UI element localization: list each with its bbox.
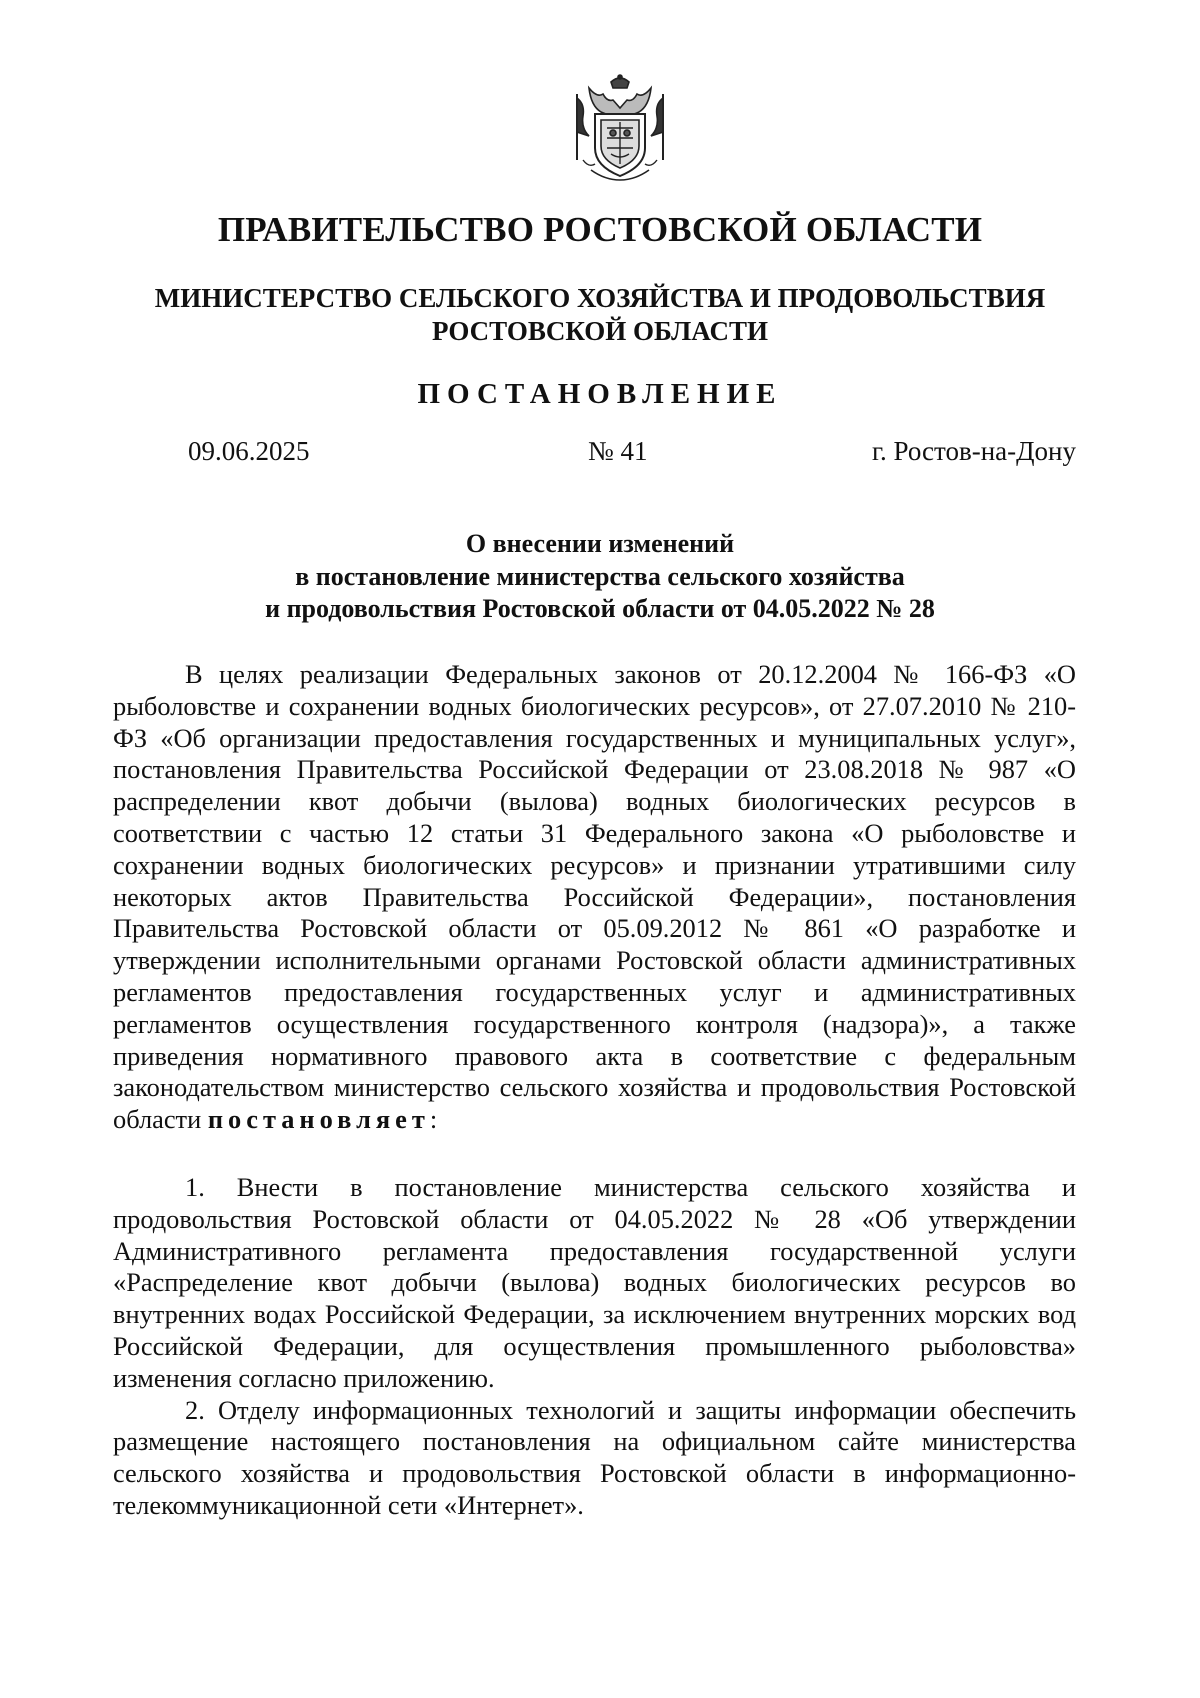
document-date: 09.06.2025 [188, 436, 310, 466]
document-type-heading: ПОСТАНОВЛЕНИЕ [417, 378, 783, 410]
decree-word: постановляет [207, 1104, 430, 1135]
document-subject [0, 528, 1200, 626]
decree-item-2: 2. Отделу информационных технологий и защиты информации обеспечить размещение настоящего постановления на официальном сайте министерства сельского хозяйства и продовольствия Ростовской области в информационно-телекоммуникационной сети «Интернет». [113, 1394, 1076, 1520]
decree-colon: : [429, 1104, 438, 1135]
ministry-title-line2: РОСТОВСКОЙ ОБЛАСТИ [432, 316, 768, 346]
coat-of-arms-emblem [567, 72, 673, 184]
preamble-text: В целях реализации Федеральных законов от 20.12.2004 № 166-ФЗ «О рыболовстве и сохранении водных биологических ресурсов», от 27.07.2010 № 210-ФЗ «Об организации предоставления государственных и муниципальных услуг», постановления Правительства Российской Федерации от 23.08.2018 № 987 «О распределении квот добычи (вылова) водных биологических ресурсов в соответствии с частью 12 статьи 31 Федерального закона «О рыболовстве и сохранении водных биологических ресурсов» и признании утратившими силу некоторых актов Правительства Российской Федерации», постановления Правительства Ростовской области от 05.09.2012 № 861 «О разработке и утверждении исполнительными органами Ростовской области административных регламентов предоставления государственных услуг и административных регламентов осуществления государственного контроля (надзора)», а также приведения нормативного правового акта в соответствие с федеральным законодательством министерство сельского хозяйства и продовольствия Ростовской области [113, 659, 1076, 1135]
subject-line2: в постановление министерства сельского хозяйства [295, 561, 905, 591]
preamble-paragraph [113, 659, 1076, 1136]
subject-line3: и продовольствия Ростовской области от 04.05.2022 № 28 [265, 594, 935, 623]
document-number: № 41 [588, 436, 648, 466]
document-meta-row [0, 436, 1200, 470]
government-title: ПРАВИТЕЛЬСТВО РОСТОВСКОЙ ОБЛАСТИ [217, 210, 983, 249]
document-place: г. Ростов-на-Дону [871, 436, 1076, 466]
decree-items [113, 1172, 1076, 1522]
ministry-title [0, 282, 1200, 348]
subject-line1: О внесении изменений [465, 529, 735, 558]
decree-item-1: 1. Внести в постановление министерства сельского хозяйства и продовольствия Ростовской области от 04.05.2022 № 28 «Об утверждении Административного регламента предоставления государственной услуги «Распределение квот добычи (вылова) водных биологических ресурсов во внутренних водах Российской Федерации, за исключением внутренних морских вод Российской Федерации, для осуществления промышленного рыболовства» изменения согласно приложению. [113, 1172, 1076, 1393]
ministry-title-line1: МИНИСТЕРСТВО СЕЛЬСКОГО ХОЗЯЙСТВА И ПРОДОВОЛЬСТВИЯ [154, 283, 1046, 313]
